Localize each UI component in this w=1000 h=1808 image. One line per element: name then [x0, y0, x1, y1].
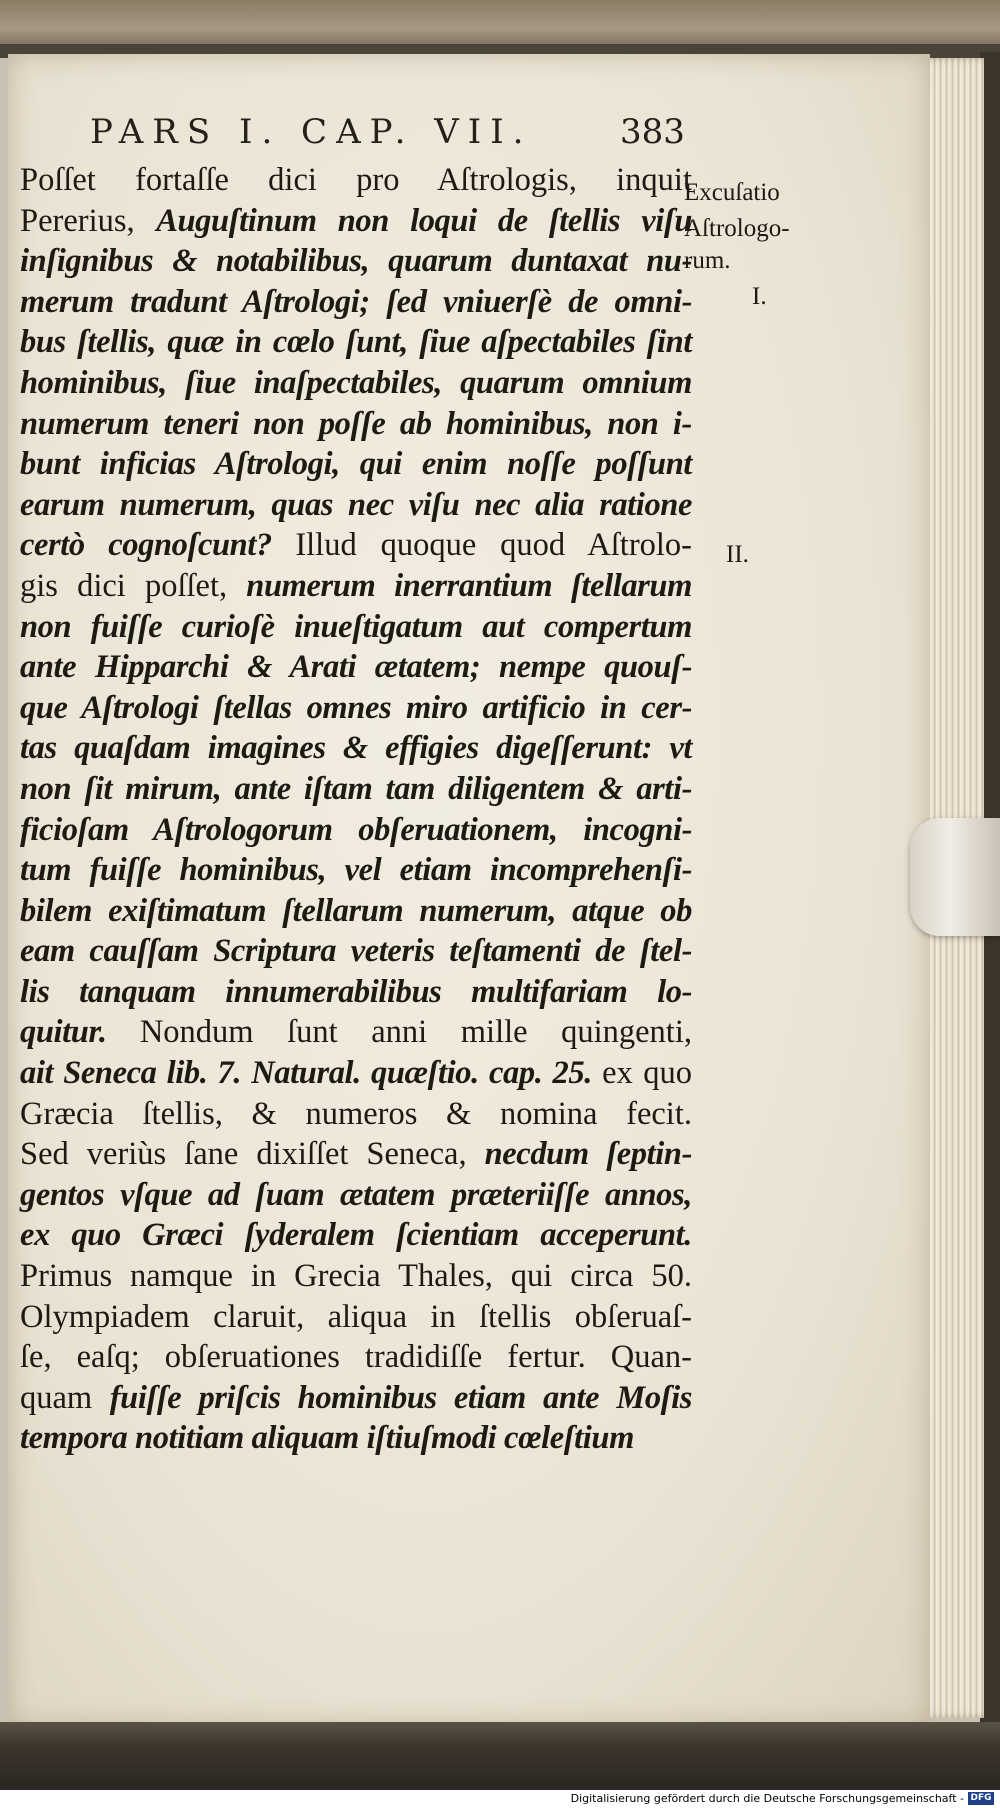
page-number: 383: [620, 112, 685, 152]
book-clasp: [910, 818, 1000, 936]
margin-note: rum.: [684, 247, 731, 274]
text-line: Primus namque in Grecia Thales, qui circa 50.: [20, 1258, 692, 1295]
text-line: bilem exiſtimatum ſtellarum numerum, atque ob: [20, 892, 692, 929]
digitization-credit: [0, 1790, 1000, 1808]
dfg-logo-icon: DFG: [968, 1792, 994, 1805]
credit-text: Digitalisierung gefördert durch die Deutsche Forschungsgemeinschaft -: [570, 1792, 964, 1805]
text-line: tum fuiſſe hominibus, vel etiam incomprehenſi-: [20, 852, 692, 889]
text-line: non ſit mirum, ante iſtam tam diligentem & arti-: [20, 770, 692, 807]
text-line: merum tradunt Aſtrologi; ſed vniuerſè de omni-: [20, 283, 692, 320]
text-line: bunt inficias Aſtrologi, qui enim noſſe poſſunt: [20, 446, 692, 483]
margin-number: I.: [752, 283, 767, 310]
text-line: ait Seneca lib. 7. Natural. quæſtio. cap. 25. ex quo: [20, 1055, 692, 1092]
text-line: que Aſtrologi ſtellas omnes miro artificio in cer-: [20, 689, 692, 726]
text-line: Sed veriùs ſane dixiſſet Seneca, necdum ſeptin-: [20, 1136, 692, 1173]
text-line: ficioſam Aſtrologorum obſeruationem, incogni-: [20, 811, 692, 848]
text-line: Græcia ſtellis, & numeros & nomina fecit.: [20, 1095, 692, 1132]
page-header: [90, 112, 690, 158]
text-line: tempora notitiam aliquam iſtiuſmodi cœleſtium: [20, 1420, 634, 1457]
text-line: quitur. Nondum ſunt anni mille quingenti,: [20, 1014, 692, 1051]
text-line: hominibus, ſiue inaſpectabiles, quarum omnium: [20, 364, 692, 401]
margin-note: Aſtrologo-: [684, 215, 790, 242]
running-head: PARS I. CAP. VII.: [90, 112, 533, 152]
text-line: inſignibus & notabilibus, quarum duntaxat nu-: [20, 243, 692, 280]
text-line: certò cognoſcunt? Illud quoque quod Aſtrolo-: [20, 527, 692, 564]
text-line: lis tanquam innumerabilibus multifariam lo-: [20, 973, 692, 1010]
margin-number: II.: [726, 541, 749, 568]
text-line: Pererius, Auguſtinum non loqui de ſtellis viſu: [20, 202, 692, 239]
text-line: gentos vſque ad ſuam ætatem præteriiſſe annos,: [20, 1176, 692, 1213]
text-line: Olympiadem claruit, aliqua in ſtellis obſeruaſ-: [20, 1298, 692, 1335]
text-line: ante Hipparchi & Arati ætatem; nempe quouſ-: [20, 649, 692, 686]
text-line: eam cauſſam Scriptura veteris teſtamenti de ſtel-: [20, 933, 692, 970]
text-line: Poſſet fortaſſe dici pro Aſtrologis, inquit: [20, 162, 692, 198]
text-line: gis dici poſſet, numerum inerrantium ſtellarum: [20, 567, 692, 604]
text-line: tas quaſdam imagines & effigies digeſſerunt: vt: [20, 730, 692, 767]
body-text: [20, 160, 692, 1459]
text-line: ſe, eaſq; obſeruationes tradidiſſe fertur. Quan-: [20, 1339, 692, 1376]
text-line: numerum teneri non poſſe ab hominibus, non i-: [20, 405, 692, 442]
text-line: quam fuiſſe priſcis hominibus etiam ante Moſis: [20, 1379, 692, 1416]
margin-note: Excuſatio: [684, 179, 780, 206]
book-bottom-edge: [0, 1722, 1000, 1790]
text-line: bus ſtellis, quæ in cœlo ſunt, ſiue aſpectabiles ſint: [20, 324, 692, 361]
text-line: earum numerum, quas nec viſu nec alia ratione: [20, 486, 692, 523]
text-line: non fuiſſe curioſè inueſtigatum aut compertum: [20, 608, 692, 645]
text-line: ex quo Græci ſyderalem ſcientiam acceperunt.: [20, 1217, 692, 1254]
